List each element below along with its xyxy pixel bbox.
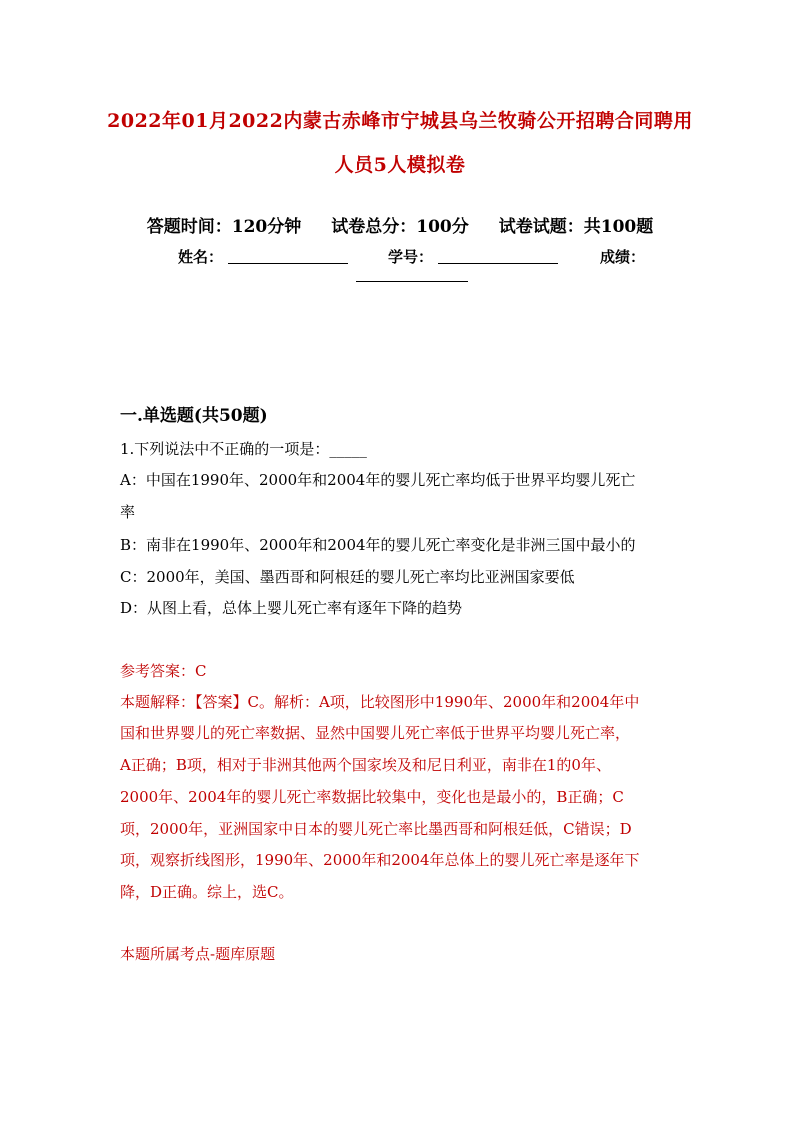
student-id-label: 学号： (388, 248, 434, 266)
explanation-line: 项，观察折线图形，1990年、2000年和2004年总体上的婴儿死亡率是逐年下 (120, 851, 640, 869)
explanation-line: 国和世界婴儿的死亡率数据、显然中国婴儿死亡率低于世界平均婴儿死亡率， (120, 724, 631, 742)
explanation-line: 2000年、2004年的婴儿死亡率数据比较集中，变化也是最小的，B正确；C (120, 788, 624, 806)
explanation-line: A正确；B项，相对于非洲其他两个国家埃及和尼日利亚，南非在1的0年、 (120, 756, 611, 774)
document-title-line-1: 2022年01月2022内蒙古赤峰市宁城县乌兰牧骑公开招聘合同聘用 (107, 110, 693, 132)
option-a-line-1: A：中国在1990年、2000年和2004年的婴儿死亡率均低于世界平均婴儿死亡 (120, 471, 636, 489)
option-a-line-2: 率 (120, 503, 136, 521)
name-blank-line (228, 263, 348, 264)
exam-total-questions: 试卷试题：共100题 (498, 217, 654, 237)
explanation-line: 本题解释：【答案】C。解析：A项，比较图形中1990年、2000年和2004年中 (120, 693, 640, 711)
exam-meta-row (0, 212, 800, 237)
option-c: C：2000年，美国、墨西哥和阿根廷的婴儿死亡率均比亚洲国家要低 (120, 568, 575, 586)
name-label: 姓名： (178, 248, 224, 266)
question-stem: 1.下列说法中不正确的一项是：_____ (120, 440, 367, 458)
exam-total-score: 试卷总分：100分 (331, 217, 469, 237)
topic-tag: 本题所属考点-题库原题 (120, 945, 276, 963)
option-b: B：南非在1990年、2000年和2004年的婴儿死亡率变化是非洲三国中最小的 (120, 536, 636, 554)
score-blank-line (356, 281, 468, 282)
exam-time: 答题时间：120分钟 (146, 217, 302, 237)
document-title-line-2: 人员5人模拟卷 (334, 154, 466, 176)
explanation-line: 项，2000年，亚洲国家中日本的婴儿死亡率比墨西哥和阿根廷低，C错误；D (120, 820, 632, 838)
score-label: 成绩： (600, 248, 646, 266)
student-id-blank-line (438, 263, 558, 264)
section-heading: 一.单选题(共50题) (120, 406, 268, 426)
option-d: D：从图上看，总体上婴儿死亡率有逐年下降的趋势 (120, 599, 463, 617)
explanation-line: 降，D正确。综上，选C。 (120, 883, 294, 901)
reference-answer: 参考答案：C (120, 662, 207, 680)
